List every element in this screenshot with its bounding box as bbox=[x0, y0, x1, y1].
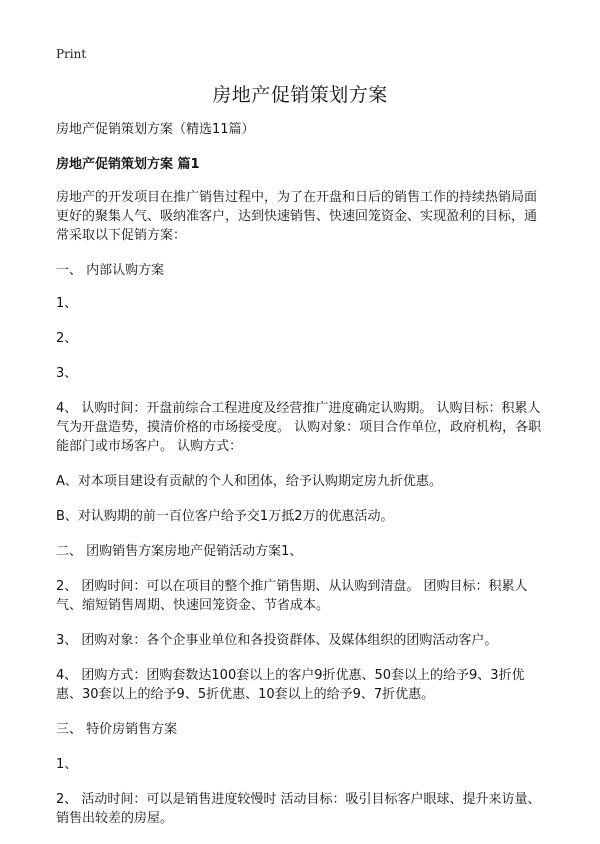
paragraph-intro: 房地产的开发项目在推广销售过程中，为了在开盘和日后的销售工作的持续热销局面更好的聚集人气、吸纳准客户，达到快速销售、快速回笼资金、实现盈利的目标，通常采取以下促销方案： bbox=[56, 190, 538, 243]
page-title: 房地产促销策划方案 bbox=[212, 84, 388, 106]
paragraph-item: B、对认购期的前一百位客户给予交1万抵2万的优惠活动。 bbox=[56, 509, 394, 524]
paragraph-item: 4、 团购方式：团购套数达100套以上的客户9折优惠、50套以上的给予9、3折优惠、30套以上的给予9、5折优惠、10套以上的给予9、7折优惠。 bbox=[56, 668, 525, 702]
paragraph-item: 4、 认购时间：开盘前综合工程进度及经营推广进度确定认购期。 认购目标：积累人气为开盘造势，摸清价格的市场接受度。 认购对象：项目合作单位，政府机构，各职能部门或市场客户。 认购方式： bbox=[56, 401, 542, 454]
section-heading: 房地产促销策划方案 篇1 bbox=[56, 157, 200, 172]
paragraph-item: 2、 活动时间：可以是销售进度较慢时 活动目标：吸引目标客户眼球、提升来访量、销售出较差的房屋。 bbox=[56, 792, 541, 826]
paragraph-item: 1、 bbox=[56, 296, 78, 311]
paragraph-item: A、对本项目建设有贡献的个人和团体，给予认购期定房九折优惠。 bbox=[56, 474, 442, 489]
paragraph-item: 3、 bbox=[56, 366, 78, 381]
paragraph-item: 3、 团购对象：各个企事业单位和各投资群体、及媒体组织的团购活动客户。 bbox=[56, 633, 498, 648]
document-body bbox=[56, 120, 546, 844]
print-link[interactable]: Print bbox=[56, 47, 87, 61]
paragraph-heading-2: 二、 团购销售方案房地产促销活动方案1、 bbox=[56, 544, 303, 559]
document-subtitle: 房地产促销策划方案（精选11篇） bbox=[56, 122, 255, 137]
paragraph-item: 1、 bbox=[56, 757, 78, 772]
paragraph-heading-1: 一、 内部认购方案 bbox=[56, 263, 165, 278]
paragraph-item: 2、 bbox=[56, 331, 78, 346]
paragraph-item: 2、 团购时间：可以在项目的整个推广销售期、从认购到清盘。 团购目标：积累人气、缩短销售周期、快速回笼资金、节省成本。 bbox=[56, 579, 528, 613]
paragraph-heading-3: 三、 特价房销售方案 bbox=[56, 722, 178, 737]
